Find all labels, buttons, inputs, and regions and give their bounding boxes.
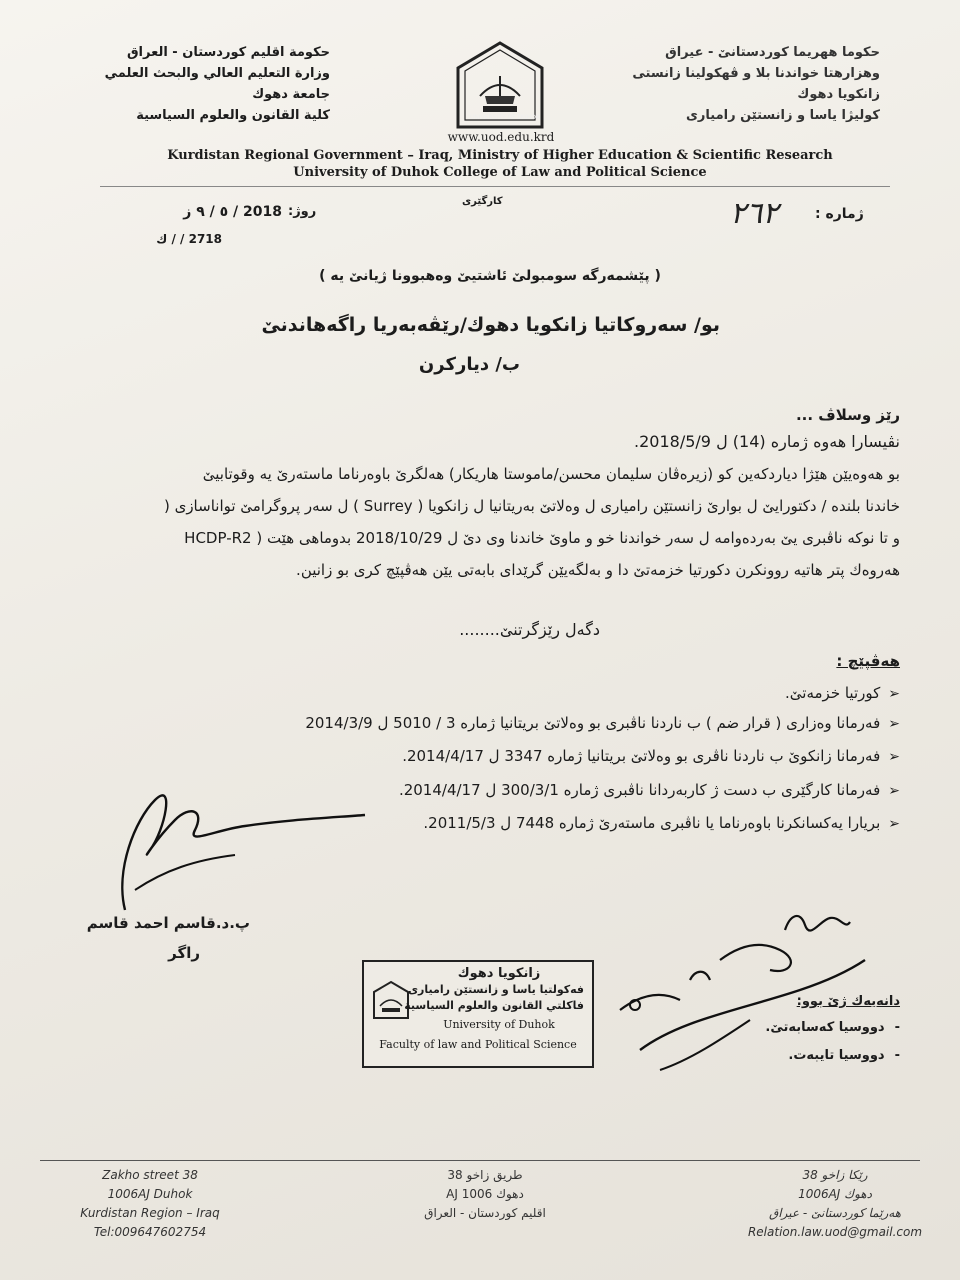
footer-line: دهوك 1006 AJ: [446, 1187, 524, 1201]
copies-title: دانەیەك ژێ بوو:: [796, 994, 900, 1009]
dash-bullet-icon: -: [894, 1048, 900, 1063]
closing-regards: دگەل رێزگرتنێ........: [459, 620, 600, 639]
stamp-line: فەكولتیا یاسا و زانستێن رامیاری: [407, 983, 584, 996]
arrow-bullet-icon: ➢: [888, 749, 900, 765]
attachment-text: فەرمانا كارگێری ب دست ژ كاربەردانا ناڤبری ژمارە 300/3/1 ل 2014/4/17.: [398, 781, 881, 799]
copies-item: [760, 1020, 900, 1035]
official-stamp: [362, 960, 594, 1068]
attachment-item: [200, 714, 900, 732]
header-kurdish-line: وهزارهتا خواندنا بلا و ڤهكولینا زانستی: [632, 66, 880, 81]
header-kurdish: [632, 42, 880, 126]
stamp-line: University of Duhok: [443, 1018, 555, 1031]
footer-line: هەرێما كوردستانێ - عیراق: [768, 1206, 902, 1220]
header-kurdish-line: كولیژا یاسا و زانستێن رامیاری: [686, 108, 880, 123]
footer-english: [50, 1166, 250, 1242]
arrow-bullet-icon: ➢: [888, 783, 900, 799]
website: www.uod.edu.krd: [447, 130, 555, 144]
stamp-line: زانكويا دهوك: [457, 966, 541, 981]
header-divider: [100, 186, 890, 187]
footer-kurdish: [740, 1166, 930, 1242]
arrow-bullet-icon: ➢: [888, 716, 900, 732]
header-arabic-line: جامعة دهوك: [252, 87, 330, 102]
english-header-line2: University of Duhok College of Law and Political Science: [293, 165, 707, 180]
header-arabic-line: وزارة التعليم العالي والبحث العلمي: [104, 66, 330, 81]
greeting: رێز وسلاڤ ...: [795, 406, 900, 424]
attachments-title: هەڤپێچ :: [836, 652, 900, 670]
footer-line: رێكا زاخو 38: [802, 1168, 868, 1182]
stamp-line: Faculty of law and Political Science: [379, 1038, 577, 1051]
date-label: روژ:: [288, 204, 317, 219]
footer-line: 1006AJ Duhok: [107, 1187, 193, 1201]
stamp-line: فاكلتي القانون والعلوم السياسية: [404, 999, 584, 1012]
arrow-bullet-icon: ➢: [888, 816, 900, 832]
date-line2: 2718 / / ك: [156, 232, 222, 246]
footer-line: اقليم كوردستان - العراق: [424, 1206, 546, 1220]
body-line: هەروەك پتر هاتیە روونكرن دكورتیا خزمەتێ دا و بەلگەیێن گرێدای بابەتی یێن هەڤپێچ كری بو زانین.: [296, 561, 900, 579]
attachment-text: فەرمانا زانكوێ ب ناردنا ناڤری بو وەلاتێ بریتانیا ژمارە 3347 ل 2014/4/17.: [402, 747, 881, 765]
kargeri-label: كارگێرى: [462, 196, 503, 207]
attachment-text: كورتیا خزمەتێ.: [785, 684, 881, 702]
ref-number-label: ژماره :: [815, 206, 864, 222]
header-arabic-line: حكومة اقليم كوردستان - العراق: [126, 45, 330, 60]
signatory-name: پ.د.قاسم احمد قاسم: [86, 914, 250, 932]
dean-signature: [95, 760, 375, 920]
reference-line: نڤیسارا هەوە ژمارە (14) ل 2018/5/9.: [634, 432, 900, 451]
copies-text: دووسیا كەسابەتێ.: [765, 1020, 885, 1035]
date-line1: 2018 / ٥ / ٩ ز: [183, 204, 282, 220]
english-header-line1: Kurdistan Regional Government – Iraq, Ministry of Higher Education & Scientific Research: [167, 148, 833, 163]
dash-bullet-icon: -: [894, 1020, 900, 1035]
footer-line: Kurdistan Region – Iraq: [80, 1206, 220, 1220]
footer-line: Tel:009647602754: [93, 1225, 207, 1239]
attachment-text: فەرمانا وەزاری ( قرار ضم ) ب ناردنا ناڤبری بو وەلاتێ بریتانیا ژمارە 3 / 5010 ل 2014/3/9: [305, 714, 881, 732]
copies-text: دووسیا تایبەت.: [788, 1048, 885, 1063]
university-logo: [455, 40, 545, 130]
body-line: بو هەوەیێن هێژا دیاردكەین كو (زیرەڤان سلیمان محسن/ماموستا هاریكار) هەلگرێ باوەرناما ماستەرێ یە وقوتابیێ: [202, 465, 900, 483]
header-arabic-line: كلية القانون والعلوم السياسية: [136, 108, 330, 123]
slogan: ( پێشمەرگە سومبولێ ئاشتیێ وەهبوونا ژیانێ یە ): [319, 268, 661, 284]
footer-arabic: [410, 1166, 560, 1223]
arrow-bullet-icon: ➢: [888, 686, 900, 702]
recipient: بو/ سەروكاتیا زانكویا دهوك/رێڤەبەریا راگەهاندنێ: [261, 314, 720, 336]
attachment-text: بریارا یەكسانكرنا باوەرناما یا ناڤبری ماستەرێ ژمارە 7448 ل 2011/5/3.: [423, 814, 881, 832]
footer-line: طريق زاخو 38: [447, 1168, 523, 1182]
body-line: خاندنا بلندە / دكتورایێ ل بوارێ زانستێن رامیاری ل وەلاتێ بەریتانیا ل زانكویا ( Surrey ) ل سەر پروگرامێ تواناسازی (: [163, 497, 900, 515]
header-kurdish-line: حكوما ههریما كوردستانێ - عیراق: [665, 45, 880, 60]
subject: ب/ دیاركرن: [418, 354, 520, 375]
footer-email: Relation.law.uod@gmail.com: [747, 1225, 923, 1239]
signatory-title: راگر: [168, 944, 200, 962]
footer-line: Zakho street 38: [102, 1168, 198, 1182]
copies-item: [760, 1048, 900, 1063]
footer-divider: [40, 1160, 920, 1161]
body-line: HCDP-R2 ) و تا نوكە ناڤبری یێ بەردەوامە ل سەر خواندنا خو و ماوێ خاندنا وی دێ ل 2018/10/29 بدوماهی هێت: [184, 529, 900, 547]
logo-caption: UNIVERSITY OF DUHOK: [470, 114, 540, 121]
header-arabic: [104, 42, 330, 126]
header-kurdish-line: زانكویا دهوك: [797, 87, 880, 102]
attachment-item: [200, 684, 900, 702]
ref-number-value: ٢٦٢: [730, 196, 779, 231]
footer-line: دهوك 1006AJ: [798, 1187, 872, 1201]
